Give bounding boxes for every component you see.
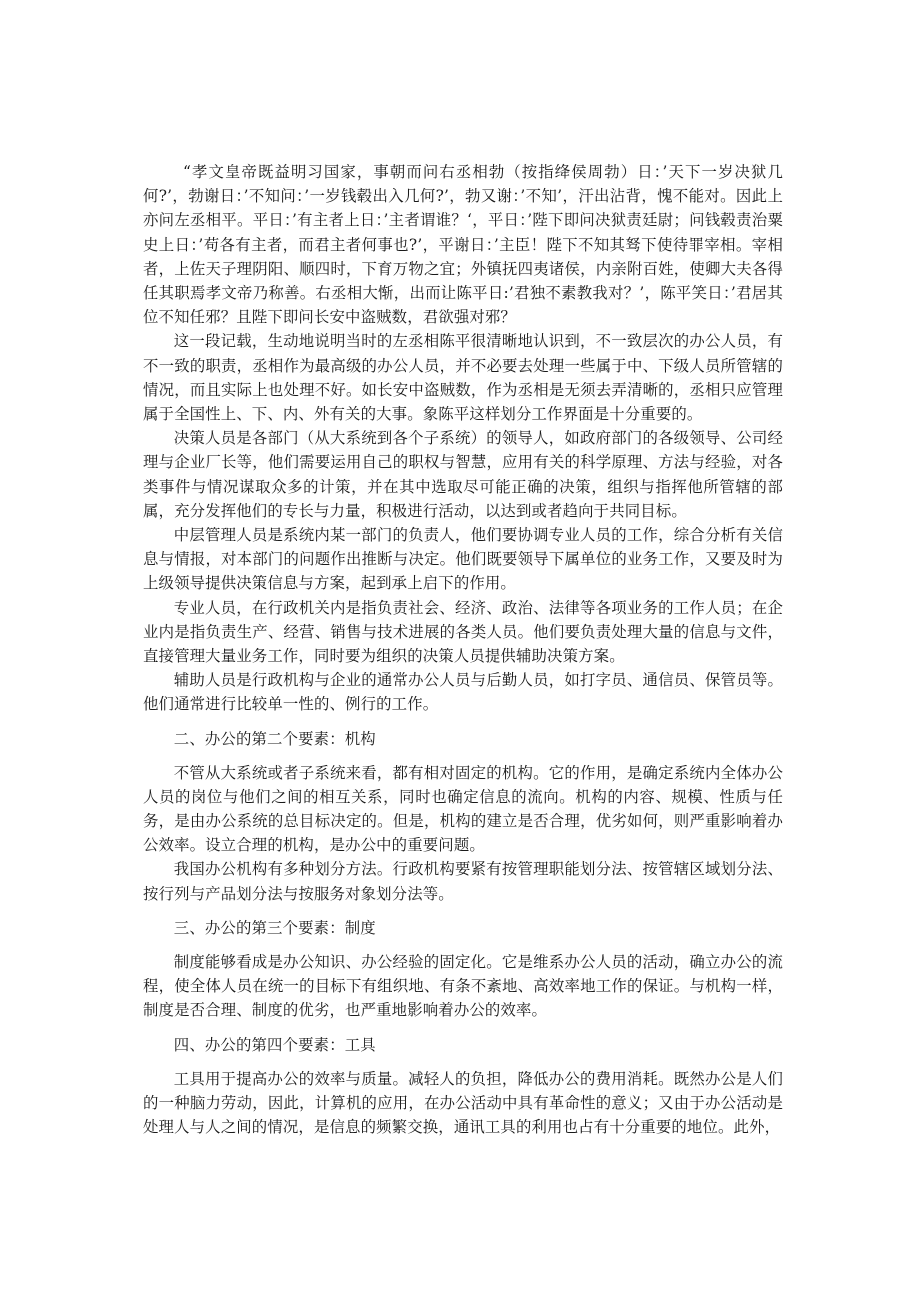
paragraph-system-1: 制度能够看成是办公知识、办公经验的固定化。它是维系办公人员的活动，确立办公的流程，使全体人员在统一的目标下有组织地、有条不紊地、高效率地工作的保证。与机构一样，制度是否合理、制度的优劣，也严重地影响着办公的效率。 — [143, 952, 783, 1020]
paragraph-quote: “孝文皇帝既益明习国家，事朝而问右丞相勃（按指绛侯周勃）日：’天下一岁决狱几何?’，勃谢日：’不知问：’一岁钱毂出入几何?’，勃又谢：’不知’，汗出沾背，愧不能对。因此上亦问左丞相平。平日：’有主者上日：’主者谓谁？‘，平日：’陛下即问决狱责廷尉；问钱毂责治粟史上日：’苟各有主者，而君主者何事也?’，平谢日：’主臣！陛下不知其驽下使待罪宰相。宰相者，上佐天子理阴阳、顺四时，下育万物之宜；外镇抚四夷诸侯，内亲附百姓，使卿大夫各得任其职焉孝文帝乃称善。右丞相大惭，出而让陈平日:’君独不素教我对？’，陈平笑日：’君居其位不知任邪？且陛下即问长安中盗贼数，君欲强对邪？ — [143, 163, 783, 327]
paragraph-analysis: 这一段记载，生动地说明当时的左丞相陈平很清晰地认识到，不一致层次的办公人员，有不一致的职责，丞相作为最高级的办公人员，并不必要去处理一些属于中、下级人员所管辖的情况，而且实际上也处理不好。如长安中盗贼数，作为丞相是无须去弄清晰的，丞相只应管理属于全国性上、下、内、外有关的大事。象陈平这样划分工作界面是十分重要的。 — [143, 332, 783, 424]
section-heading-institution: 二、办公的第二个要素：机构 — [173, 729, 376, 748]
document-page — [143, 160, 783, 1139]
paragraph-middle-managers: 中层管理人员是系统内某一部门的负责人，他们要协调专业人员的工作，综合分析有关信息与情报，对本部门的问题作出推断与决定。他们既要领导下属单位的业务工作，又要及时为上级领导提供决策信息与方案，起到承上启下的作用。 — [143, 526, 783, 593]
paragraph-tools-1: 工具用于提高办公的效率与质量。减轻人的负担，降低办公的费用消耗。既然办公是人们的一种脑力劳动，因此，计算机的应用，在办公活动中具有革命性的意义；又由于办公活动是处理人与人之间的情况，是信息的频繁交换，通讯工具的利用也占有十分重要的地位。此外， — [143, 1069, 783, 1136]
paragraph-assistants: 辅助人员是行政机构与企业的通常办公人员与后勤人员，如打字员、通信员、保管员等。他们通常进行比较单一性的、例行的工作。 — [143, 671, 783, 714]
paragraph-institution-1: 不管从大系统或者子系统来看，都有相对固定的机构。它的作用，是确定系统内全体办公人员的岗位与他们之间的相互关系，同时也确定信息的流向。机构的内容、规模、性质与任务，是由办公系统的总目标决定的。但是，机构的建立是否合理，优劣如何，则严重影响着办公效率。设立合理的机构，是办公中的重要问题。 — [143, 763, 783, 855]
section-heading-system: 三、办公的第三个要素：制度 — [173, 918, 376, 937]
section-heading-tools: 四、办公的第四个要素：工具 — [173, 1035, 376, 1054]
paragraph-institution-2: 我国办公机构有多种划分方法。行政机构要紧有按管理职能划分法、按管辖区域划分法、按行列与产品划分法与按服务对象划分法等。 — [143, 860, 783, 903]
paragraph-professionals: 专业人员，在行政机关内是指负责社会、经济、政治、法律等各项业务的工作人员；在企业内是指负责生产、经营、销售与技术进展的各类人员。他们要负责处理大量的信息与文件，直接管理大量业务工作，同时要为组织的决策人员提供辅助决策方案。 — [143, 598, 783, 666]
paragraph-decision-makers: 决策人员是各部门（从大系统到各个子系统）的领导人，如政府部门的各级领导、公司经理与企业厂长等，他们需要运用自己的职权与智慧，应用有关的科学原理、方法与经验，对各类事件与情况谋取众多的计策，并在其中选取尽可能正确的决策，组织与指挥他所管辖的部属，充分发挥他们的专长与力量，积极进行活动，以达到或者趋向于共同目标。 — [143, 429, 783, 520]
